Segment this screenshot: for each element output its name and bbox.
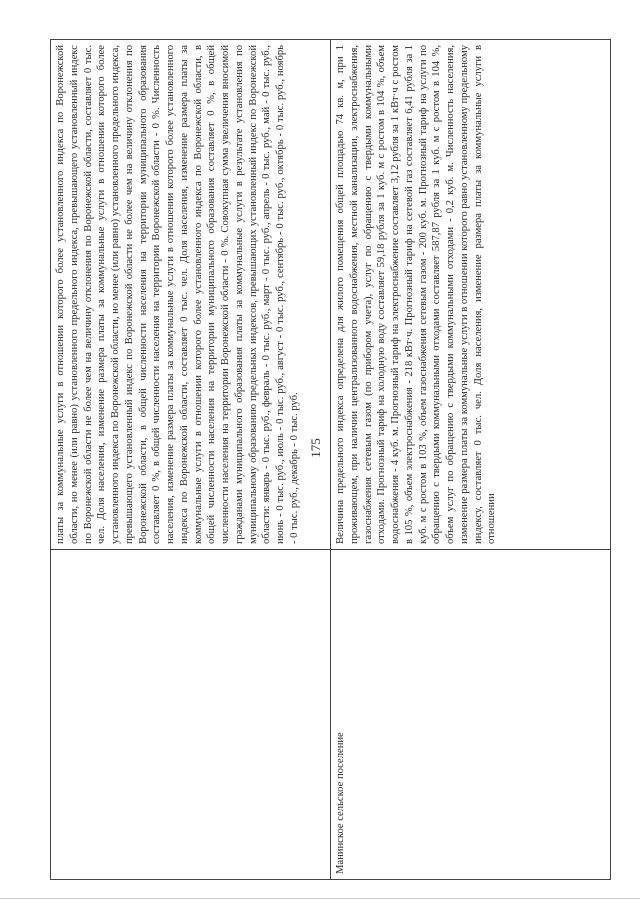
scan-edge-line [0, 898, 640, 899]
municipality-name-cell [51, 550, 331, 880]
page-number: 175 [307, 438, 323, 458]
municipality-name: Манинское сельское поселение [335, 732, 346, 874]
table-row [331, 40, 611, 880]
table-row [51, 40, 331, 880]
description-text: Величина предельного индекса определена для жилого помещения общей площадью 74 кв. м, при 1 проживающем, при наличии централизованного водоснабжения, местной канализации, электроснабжения, газоснабжения сетевым газом (по прибором учета), услуг по обращению с твердыми коммунальными отходами. Прогнозный тариф на холодную воду составляет 59,18 рубля за 1 куб. м с ростом в 104 %, объем водоснабжения - 4 куб. м. Прогнозный тариф на электроснабжение составляет 3,12 рубля за 1 кВт·ч с ростом в 105 %, объем электроснабжения - 218 кВт·ч. Прогнозный тариф на сетевой газ составляет 6,41 рубля за 1 куб. м с ростом в 103 %, объем газоснабжения сетевым газом - 200 куб. м. Прогнозный тариф на услуги по обращению с твердыми коммунальными отходами составляет 587,87 рубля за 1 куб. м с ростом в 104 %, объем услуг по обращению с твердыми коммунальными отходами - 0,2 куб. м. Численность населения, изменение размера платы за коммунальные услуги в отношении которого равно установленному предельному индексу, составляет 0 тыс. чел. Доля населения, изменение размера платы за коммунальные услуги в отношении [335, 45, 498, 544]
description-text: платы за коммунальные услуги в отношении которого более установленного индекса по Воронежской области, но менее (или равно) установленного предельного индекса, превышающего установленный индекс по Воронежской области не более чем на величину отклонения по Воронежской области, составляет 0 тыс. чел. Доля населения, изменение размера платы за коммунальные услуги в отношении которого более установленного индекса по Воронежской области, но менее (или равно) установленного предельного индекса, превышающего установленный индекс по Воронежской области не более чем на величину отклонения по Воронежской области, в общей численности населения на территории муниципального образования составляет 0 %, в общей численности населения на территории Воронежской области - 0 %. Численность населения, изменение размера платы за коммунальные услуги в отношении которого более установленного индекса по Воронежской области, составляет 0 тыс. чел. Доля населения, изменение размера платы за коммунальные услуги в отношении которого более установленного индекса по Воронежской области, в общей численности населения на территории муниципального образования составляет 0 %, в общей численности населения на территории Воронежской области - 0 %. Совокупная сумма увеличения вносимой гражданами муниципального образования платы за коммунальные услуги в результате установления по муниципальному образованию предельных индексов, превышающих установленный индекс по Воронежской области: январь - 0 тыс. руб., февраль - 0 тыс. руб., март - 0 тыс. руб., апрель - 0 тыс. руб., май - 0 тыс. руб., июнь - 0 тыс. руб., июль - 0 тыс. руб., август - 0 тыс. руб., сентябрь - 0 тыс. руб., октябрь - 0 тыс. руб., ноябрь - 0 тыс. руб., декабрь - 0 тыс. руб. [55, 45, 301, 544]
municipality-name-cell [331, 550, 611, 880]
description-cell [51, 40, 331, 550]
municipal-tariff-table [50, 39, 611, 880]
municipality-name [54, 555, 327, 874]
rotated-page-content [50, 40, 610, 880]
description-cell [331, 40, 611, 550]
